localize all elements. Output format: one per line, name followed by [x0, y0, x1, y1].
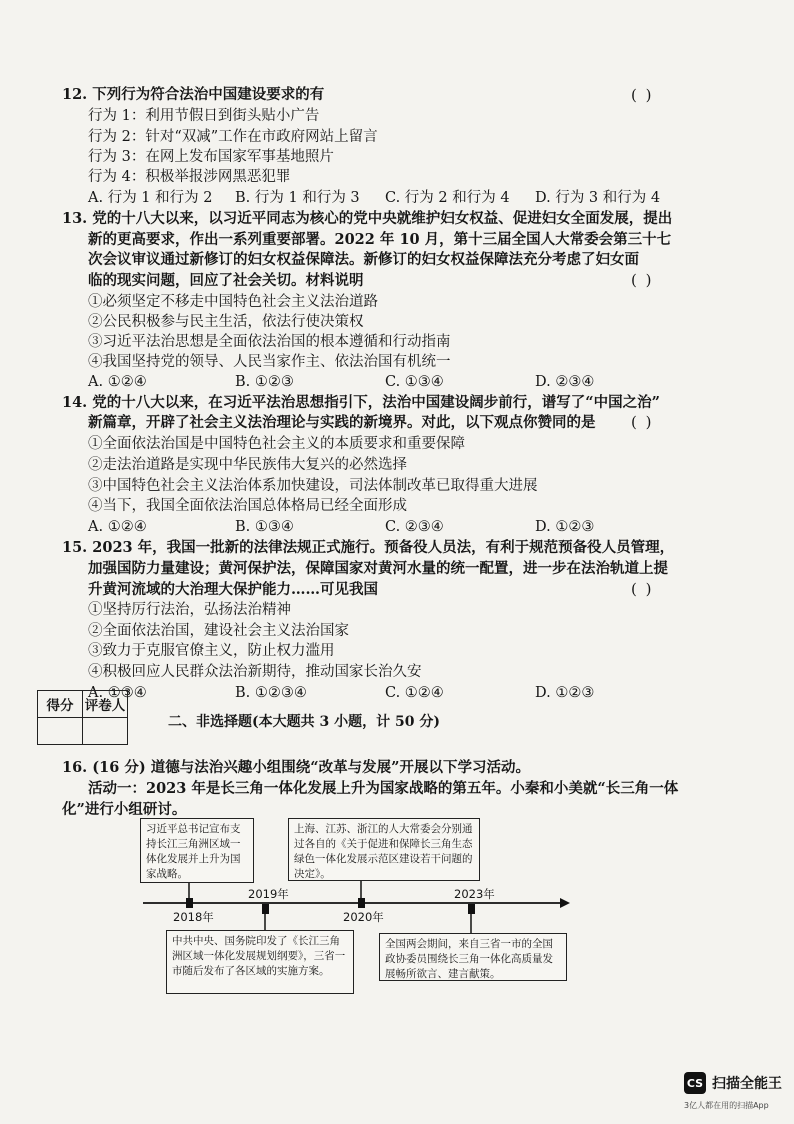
- q15-item-2: ②全面依法治国，建设社会主义法治国家: [88, 623, 349, 639]
- score-table: [37, 690, 128, 745]
- timeline-box-2020: 上海、江苏、浙江的人大常委会分别通过各自的《关于促进和保障长三角生态绿色一体化发展示范区建设若干问题的决定》。: [288, 818, 480, 881]
- q12-option-b: B. 行为 1 和行为 3: [235, 190, 360, 206]
- q13-stem-3: 次会议审议通过新修订的妇女权益保障法。新修订的妇女权益保障法充分考虑了妇女面: [88, 251, 639, 268]
- q15-item-3: ③致力于克服官僚主义，防止权力滥用: [88, 643, 335, 659]
- q13-stem-4: 临的现实问题，回应了社会关切。材料说明: [88, 272, 364, 289]
- q13-option-b: B. ①②③: [235, 374, 294, 390]
- year-label-2018: 2018年: [173, 910, 214, 924]
- q14-stem-1: 14. 党的十八大以来，在习近平法治思想指引下，法治中国建设阔步前行，谱写了“中国之治”: [62, 394, 660, 411]
- q12-option-c: C. 行为 2 和行为 4: [385, 190, 510, 206]
- timeline-box-2018: 习近平总书记宣布支持长江三角洲区域一体化发展并上升为国家战略。: [140, 818, 254, 883]
- q14-option-d: D. ①②③: [535, 519, 595, 535]
- q12-line-2: 行为 2：针对“双减”工作在市政府网站上留言: [88, 129, 378, 145]
- score-cell[interactable]: [38, 718, 83, 745]
- timeline-marker-2018: [186, 898, 193, 908]
- timeline-box-2023: 全国两会期间，来自三省一市的全国政协委员围绕长三角一体化高质量发展畅所欲言、建言献策。: [379, 933, 567, 981]
- q15-option-d: D. ①②③: [535, 685, 595, 701]
- cs-logo-icon: CS: [684, 1072, 706, 1094]
- q12-line-4: 行为 4：积极举报涉网黑恶犯罪: [88, 169, 291, 185]
- grader-header: 评卷人: [83, 691, 128, 718]
- q13-option-c: C. ①③④: [385, 374, 444, 390]
- q12-option-d: D. 行为 3 和行为 4: [535, 190, 661, 206]
- timeline-marker-2023: [468, 904, 475, 914]
- q14-item-3: ③中国特色社会主义法治体系加快建设，司法体制改革已取得重大进展: [88, 478, 538, 494]
- score-header: 得分: [38, 691, 83, 718]
- q14-item-2: ②走法治道路是实现中华民族伟大复兴的必然选择: [88, 457, 407, 473]
- q15-stem-1: 15. 2023 年，我国一批新的法律法规正式施行。预备役人员法，有利于规范预备役人员管理，: [62, 539, 675, 556]
- q15-option-c: C. ①②④: [385, 685, 444, 701]
- q14-item-4: ④当下，我国全面依法治国总体格局已经全面形成: [88, 498, 407, 514]
- q12-line-3: 行为 3：在网上发布国家军事基地照片: [88, 149, 334, 165]
- q13-answer-paren: ( ): [631, 271, 654, 289]
- q13-stem-1: 13. 党的十八大以来，以习近平同志为核心的党中央就维护妇女权益、促进妇女全面发展，提出: [62, 210, 673, 227]
- q13-option-d: D. ②③④: [535, 374, 595, 390]
- q13-option-a: A. ①②④: [88, 374, 147, 390]
- timeline-marker-2019: [262, 904, 269, 914]
- q12-option-a: A. 行为 1 和行为 2: [88, 190, 213, 206]
- q12-stem: 12. 下列行为符合法治中国建设要求的有: [62, 86, 325, 103]
- q13-stem-2: 新的更高要求，作出一系列重要部署。2022 年 10 月，第十三届全国人大常委会第三十七: [88, 231, 672, 248]
- q13-item-4: ④我国坚持党的领导、人民当家作主、依法治国有机统一: [88, 354, 451, 370]
- camscanner-logo: [684, 1072, 782, 1094]
- q16-activity1-2: 化”进行小组研讨。: [62, 801, 187, 818]
- q13-item-3: ③习近平法治思想是全面依法治国的根本遵循和行动指南: [88, 334, 451, 350]
- q12-answer-paren: ( ): [631, 86, 654, 104]
- app-name: 扫描全能王: [712, 1076, 782, 1092]
- grader-cell[interactable]: [83, 718, 128, 745]
- q15-stem-3: 升黄河流域的大治理大保护能力……可见我国: [88, 581, 378, 598]
- q13-item-1: ①必须坚定不移走中国特色社会主义法治道路: [88, 294, 378, 310]
- q15-option-b: B. ①②③④: [235, 685, 307, 701]
- q14-option-a: A. ①②④: [88, 519, 147, 535]
- q15-item-4: ④积极回应人民群众法治新期待，推动国家长治久安: [88, 664, 422, 680]
- q15-stem-2: 加强国防力量建设；黄河保护法，保障国家对黄河水量的统一配置，进一步在法治轨道上提: [88, 560, 668, 577]
- q14-item-1: ①全面依法治国是中国特色社会主义的本质要求和重要保障: [88, 436, 465, 452]
- q14-option-b: B. ①③④: [235, 519, 294, 535]
- q16-stem: 16. (16 分) 道德与法治兴趣小组围绕“改革与发展”开展以下学习活动。: [62, 759, 530, 776]
- year-label-2020: 2020年: [343, 910, 384, 924]
- q12-line-1: 行为 1：利用节假日到街头贴小广告: [88, 108, 320, 124]
- q15-item-1: ①坚持厉行法治，弘扬法治精神: [88, 602, 291, 618]
- timeline-arrow-icon: [560, 898, 570, 908]
- section-2-title: 二、非选择题(本大题共 3 小题，计 50 分): [168, 714, 440, 730]
- year-label-2023: 2023年: [454, 887, 495, 901]
- timeline-marker-2020: [358, 898, 365, 908]
- q15-answer-paren: ( ): [631, 580, 654, 598]
- q15-option-a: A. ①③④: [88, 685, 147, 701]
- q14-answer-paren: ( ): [631, 413, 654, 431]
- q16-activity1-1: 活动一：2023 年是长三角一体化发展上升为国家战略的第五年。小秦和小美就“长三角一体: [88, 780, 679, 797]
- q14-option-c: C. ②③④: [385, 519, 444, 535]
- timeline-box-2019: 中共中央、国务院印发了《长江三角洲区域一体化发展规划纲要》，三省一市随后发布了各区域的实施方案。: [166, 930, 354, 994]
- app-tagline: 3亿人都在用的扫描App: [684, 1101, 769, 1110]
- year-label-2019: 2019年: [248, 887, 289, 901]
- q13-item-2: ②公民积极参与民主生活，依法行使决策权: [88, 314, 364, 330]
- q14-stem-2: 新篇章，开辟了社会主义法治理论与实践的新境界。对此，以下观点你赞同的是: [88, 414, 596, 431]
